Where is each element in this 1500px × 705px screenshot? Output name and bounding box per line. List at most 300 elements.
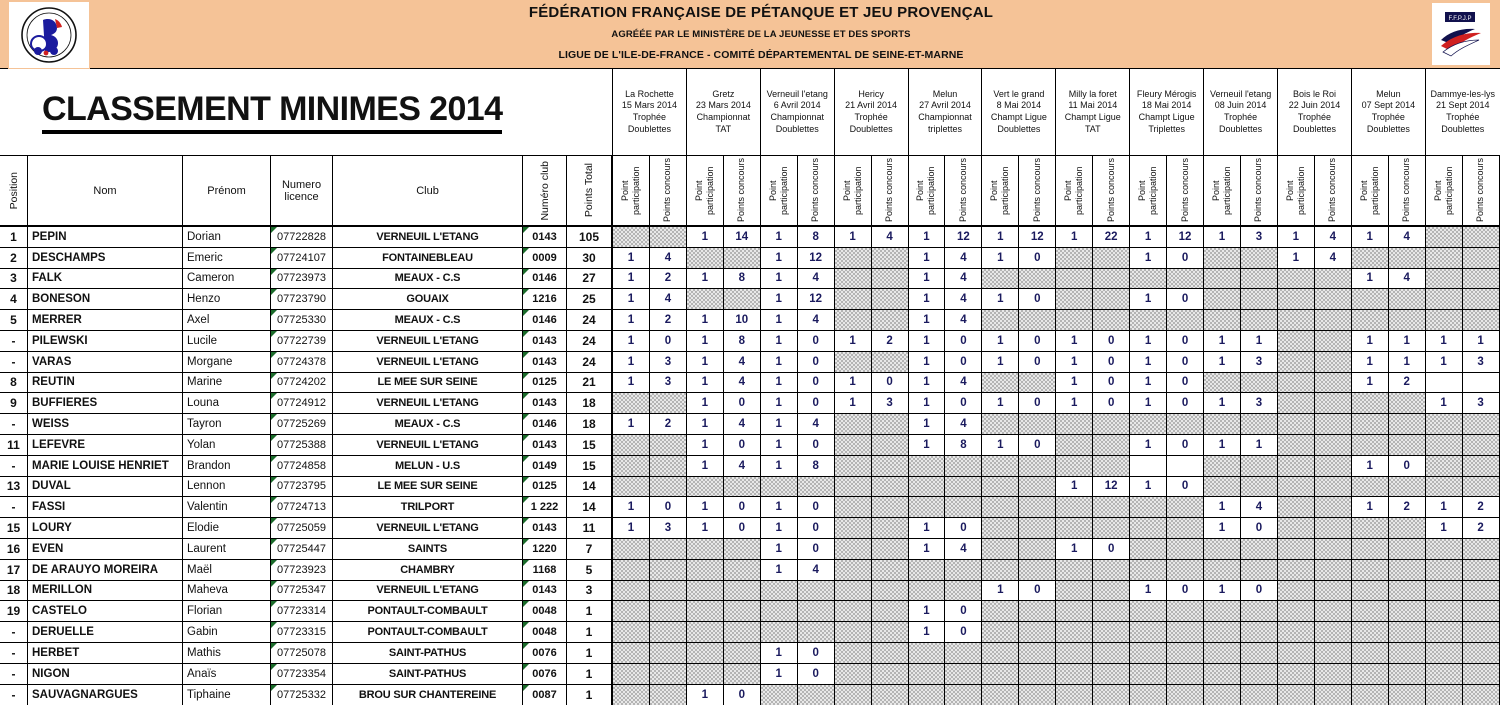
cell-club: MEAUX - C.S <box>333 414 523 434</box>
cell-points-concours-7: 22 <box>1093 227 1130 247</box>
cell-numero-licence: 07725347 <box>271 581 333 601</box>
cell-points-concours-6: 0 <box>1019 352 1056 372</box>
cell-point-participation-1: 1 <box>613 269 650 289</box>
cell-points-concours-9 <box>1241 477 1278 497</box>
table-row[interactable] <box>0 289 1500 310</box>
cell-point-participation-9 <box>1204 643 1241 663</box>
cell-points-concours-10 <box>1315 269 1352 289</box>
cell-position: 18 <box>0 581 28 601</box>
cell-point-participation-9 <box>1204 310 1241 330</box>
cell-position: 13 <box>0 477 28 497</box>
cell-points-concours-12 <box>1463 601 1500 621</box>
cell-point-participation-11: 1 <box>1352 352 1389 372</box>
cell-point-participation-1 <box>613 685 650 705</box>
cell-point-participation-3: 1 <box>761 664 798 684</box>
table-row[interactable] <box>0 581 1500 602</box>
cell-point-participation-1 <box>613 227 650 247</box>
cell-numero-club: 0143 <box>523 393 567 413</box>
competition-date: 18 Mai 2014 <box>1141 100 1192 111</box>
cell-prenom: Mathis <box>183 643 271 663</box>
cell-numero-club: 0009 <box>523 248 567 268</box>
cell-points-concours-5: 0 <box>945 518 982 538</box>
cell-point-participation-5 <box>909 643 946 663</box>
cell-points-concours-7 <box>1093 581 1130 601</box>
cell-nom: WEISS <box>28 414 183 434</box>
cell-point-participation-12: 1 <box>1426 393 1463 413</box>
cell-point-participation-1: 1 <box>613 310 650 330</box>
ministry-line: AGRÉÉE PAR LE MINISTÈRE DE LA JEUNESSE ET DES SPORTS <box>611 29 911 40</box>
competition-place: Melun <box>932 88 958 99</box>
cell-point-participation-9: 1 <box>1204 581 1241 601</box>
cell-point-participation-1 <box>613 601 650 621</box>
cell-points-concours-10 <box>1315 456 1352 476</box>
cell-point-participation-10 <box>1278 518 1315 538</box>
cell-point-participation-4 <box>835 269 872 289</box>
cell-points-concours-7: 0 <box>1093 539 1130 559</box>
col-header-points-concours-6 <box>1019 156 1056 225</box>
cell-points-concours-2 <box>724 601 761 621</box>
cell-club: SAINT-PATHUS <box>333 643 523 663</box>
cell-position: - <box>0 331 28 351</box>
cell-point-participation-7: 1 <box>1056 539 1093 559</box>
cell-points-total: 24 <box>567 352 613 372</box>
table-row[interactable] <box>0 248 1500 269</box>
cell-points-concours-6: 0 <box>1019 581 1056 601</box>
cell-point-participation-11 <box>1352 539 1389 559</box>
cell-points-concours-10 <box>1315 601 1352 621</box>
cell-points-concours-9 <box>1241 289 1278 309</box>
cell-points-concours-12 <box>1463 664 1500 684</box>
cell-points-concours-4 <box>872 581 909 601</box>
cell-points-concours-8: 0 <box>1167 289 1204 309</box>
cell-point-participation-5 <box>909 477 946 497</box>
cell-point-participation-7 <box>1056 664 1093 684</box>
cell-point-participation-9: 1 <box>1204 518 1241 538</box>
cell-points-concours-5: 0 <box>945 331 982 351</box>
cell-point-participation-5: 1 <box>909 352 946 372</box>
cell-points-concours-5: 12 <box>945 227 982 247</box>
cell-prenom: Lennon <box>183 477 271 497</box>
cell-points-concours-10 <box>1315 352 1352 372</box>
competition-type1: Trophée <box>1446 112 1480 122</box>
col-header-points-total <box>567 156 613 225</box>
cell-point-participation-3: 1 <box>761 539 798 559</box>
col-header-competition-subcells <box>613 156 1500 225</box>
cell-point-participation-12 <box>1426 622 1463 642</box>
cell-point-participation-9 <box>1204 414 1241 434</box>
page-banner <box>0 0 1500 68</box>
table-row[interactable] <box>0 539 1500 560</box>
table-row[interactable] <box>0 414 1500 435</box>
cell-points-concours-4 <box>872 518 909 538</box>
cell-numero-club: 0087 <box>523 685 567 705</box>
cell-numero-club: 0048 <box>523 622 567 642</box>
cell-position: 4 <box>0 289 28 309</box>
competition-type1: Trophée <box>1223 112 1258 122</box>
competition-type1: Champt Ligue <box>1138 112 1195 122</box>
competition-type2: Doublettes <box>997 123 1041 134</box>
cell-point-participation-4: 1 <box>835 227 872 247</box>
cell-point-participation-11 <box>1352 685 1389 705</box>
cell-numero-licence: 07725447 <box>271 539 333 559</box>
competition-type1: Championnat <box>918 112 972 122</box>
table-row[interactable] <box>0 497 1500 518</box>
cell-point-participation-5 <box>909 685 946 705</box>
cell-points-concours-12 <box>1463 435 1500 455</box>
col-header-label: Point participation <box>1432 166 1454 215</box>
cell-point-participation-1: 1 <box>613 289 650 309</box>
cell-points-concours-7 <box>1093 414 1130 434</box>
cell-points-concours-4 <box>872 643 909 663</box>
cell-points-total: 14 <box>567 497 613 517</box>
cell-point-participation-3: 1 <box>761 643 798 663</box>
cell-point-participation-12: 1 <box>1426 331 1463 351</box>
competition-header-12 <box>1426 69 1500 155</box>
table-row[interactable] <box>0 352 1500 373</box>
cell-points-concours-11 <box>1389 601 1426 621</box>
cell-points-concours-11 <box>1389 477 1426 497</box>
cell-point-participation-12 <box>1426 539 1463 559</box>
cell-points-concours-3: 12 <box>798 248 835 268</box>
cell-point-participation-6: 1 <box>982 289 1019 309</box>
cell-points-concours-10 <box>1315 393 1352 413</box>
cell-point-participation-9 <box>1204 248 1241 268</box>
cell-point-participation-6 <box>982 685 1019 705</box>
cell-points-concours-5: 0 <box>945 622 982 642</box>
cell-point-participation-11: 1 <box>1352 497 1389 517</box>
cell-points-concours-4 <box>872 414 909 434</box>
cell-position: - <box>0 414 28 434</box>
cell-numero-licence: 07722828 <box>271 227 333 247</box>
cell-points-concours-1 <box>650 664 687 684</box>
table-row[interactable] <box>0 456 1500 477</box>
cell-points-concours-9 <box>1241 685 1278 705</box>
cell-points-concours-12 <box>1463 373 1500 393</box>
cell-points-concours-6 <box>1019 664 1056 684</box>
cell-point-participation-10: 1 <box>1278 248 1315 268</box>
competition-type2: Doublettes <box>849 123 893 134</box>
cell-points-concours-11: 1 <box>1389 352 1426 372</box>
cell-point-participation-2 <box>687 289 724 309</box>
table-row[interactable] <box>0 393 1500 414</box>
cell-points-concours-10 <box>1315 581 1352 601</box>
col-header-point-participation-11 <box>1352 156 1389 225</box>
cell-nom: NIGON <box>28 664 183 684</box>
cell-points-concours-9: 0 <box>1241 581 1278 601</box>
cell-numero-licence: 07723790 <box>271 289 333 309</box>
cell-prenom: Axel <box>183 310 271 330</box>
col-header-points-concours-9 <box>1241 156 1278 225</box>
cell-points-concours-5: 0 <box>945 352 982 372</box>
cell-point-participation-2: 1 <box>687 310 724 330</box>
cell-points-concours-2 <box>724 248 761 268</box>
cell-point-participation-10: 1 <box>1278 227 1315 247</box>
cell-prenom: Florian <box>183 601 271 621</box>
cell-numero-licence: 07724858 <box>271 456 333 476</box>
cell-points-concours-5: 8 <box>945 435 982 455</box>
cell-point-participation-11 <box>1352 289 1389 309</box>
cell-points-total: 1 <box>567 622 613 642</box>
cell-points-concours-4 <box>872 289 909 309</box>
competition-place: Milly la foret <box>1068 88 1117 99</box>
cell-points-total: 27 <box>567 269 613 289</box>
cell-numero-club: 1216 <box>523 289 567 309</box>
cell-point-participation-7 <box>1056 414 1093 434</box>
cell-point-participation-2: 1 <box>687 227 724 247</box>
cell-points-concours-7 <box>1093 435 1130 455</box>
cell-points-concours-3: 4 <box>798 560 835 580</box>
cell-points-concours-12 <box>1463 310 1500 330</box>
cell-point-participation-7: 1 <box>1056 477 1093 497</box>
cell-points-concours-9 <box>1241 373 1278 393</box>
cell-points-concours-4 <box>872 435 909 455</box>
cell-point-participation-1: 1 <box>613 373 650 393</box>
col-header-label: Points concours <box>1179 158 1190 223</box>
cell-points-concours-9 <box>1241 664 1278 684</box>
cell-point-participation-2: 1 <box>687 497 724 517</box>
cell-points-concours-10 <box>1315 435 1352 455</box>
title-and-competition-header-row <box>0 68 1500 156</box>
cell-point-participation-5 <box>909 560 946 580</box>
cell-position: - <box>0 497 28 517</box>
cell-points-concours-4 <box>872 497 909 517</box>
cell-points-concours-12 <box>1463 477 1500 497</box>
cell-point-participation-7 <box>1056 310 1093 330</box>
cell-position: - <box>0 685 28 705</box>
cell-points-concours-8 <box>1167 560 1204 580</box>
table-row[interactable] <box>0 331 1500 352</box>
cell-point-participation-7 <box>1056 601 1093 621</box>
cell-nom: BUFFIERES <box>28 393 183 413</box>
competition-date: 6 Avril 2014 <box>773 100 821 111</box>
cell-points-concours-8: 0 <box>1167 477 1204 497</box>
cell-points-total: 105 <box>567 227 613 247</box>
cell-points-concours-3: 8 <box>798 456 835 476</box>
table-row[interactable] <box>0 227 1500 248</box>
col-header-position-label: Position <box>7 171 20 210</box>
cell-point-participation-8: 1 <box>1130 393 1167 413</box>
competition-date: 23 Mars 2014 <box>695 100 751 111</box>
table-row[interactable] <box>0 518 1500 539</box>
cell-numero-club: 0125 <box>523 373 567 393</box>
cell-points-concours-8: 0 <box>1167 393 1204 413</box>
cell-points-concours-12: 3 <box>1463 393 1500 413</box>
cell-points-concours-4 <box>872 560 909 580</box>
competition-type1: Championnat <box>696 112 751 122</box>
cell-point-participation-6: 1 <box>982 331 1019 351</box>
competition-place: Hericy <box>858 88 884 99</box>
cell-position: - <box>0 352 28 372</box>
table-row[interactable] <box>0 643 1500 664</box>
cell-numero-club: 0076 <box>523 664 567 684</box>
cell-points-concours-7: 0 <box>1093 373 1130 393</box>
cell-points-concours-7 <box>1093 685 1130 705</box>
cell-point-participation-3: 1 <box>761 414 798 434</box>
cell-point-participation-4: 1 <box>835 331 872 351</box>
cell-points-concours-2: 0 <box>724 685 761 705</box>
cell-points-concours-6 <box>1019 539 1056 559</box>
cell-point-participation-11 <box>1352 664 1389 684</box>
cell-points-concours-8 <box>1167 685 1204 705</box>
cell-position: 17 <box>0 560 28 580</box>
cell-point-participation-6 <box>982 477 1019 497</box>
cell-point-participation-7 <box>1056 581 1093 601</box>
table-row[interactable] <box>0 435 1500 456</box>
table-row[interactable] <box>0 373 1500 394</box>
cell-point-participation-11: 1 <box>1352 456 1389 476</box>
cell-point-participation-10 <box>1278 643 1315 663</box>
cell-point-participation-9: 1 <box>1204 435 1241 455</box>
cell-points-concours-8 <box>1167 643 1204 663</box>
cell-points-concours-2: 8 <box>724 269 761 289</box>
cell-point-participation-3: 1 <box>761 227 798 247</box>
cell-point-participation-3: 1 <box>761 518 798 538</box>
col-header-numero-licence: Numero licence <box>271 156 333 225</box>
col-header-point-participation-6 <box>982 156 1019 225</box>
col-header-points-concours-12 <box>1463 156 1500 225</box>
cell-points-concours-1: 0 <box>650 331 687 351</box>
cell-points-concours-12 <box>1463 539 1500 559</box>
cell-points-concours-4 <box>872 601 909 621</box>
cell-point-participation-6: 1 <box>982 352 1019 372</box>
cell-points-concours-7 <box>1093 622 1130 642</box>
cell-numero-licence: 07724107 <box>271 248 333 268</box>
competition-date: 8 Mai 2014 <box>996 100 1042 111</box>
cell-points-concours-7: 0 <box>1093 331 1130 351</box>
competition-place: Bois le Roi <box>1292 88 1336 99</box>
cell-points-concours-5: 4 <box>945 310 982 330</box>
cell-point-participation-3: 1 <box>761 456 798 476</box>
cell-club: GOUAIX <box>333 289 523 309</box>
cell-position: 19 <box>0 601 28 621</box>
cell-point-participation-9 <box>1204 539 1241 559</box>
cell-points-concours-2: 0 <box>724 435 761 455</box>
col-header-label: Points concours <box>662 158 673 223</box>
cell-position: 11 <box>0 435 28 455</box>
cell-prenom: Maheva <box>183 581 271 601</box>
cell-point-participation-5 <box>909 497 946 517</box>
cell-point-participation-3: 1 <box>761 310 798 330</box>
cell-points-concours-2: 0 <box>724 497 761 517</box>
col-header-label: Point participation <box>619 166 641 215</box>
cell-points-concours-9: 3 <box>1241 393 1278 413</box>
cell-points-concours-6: 0 <box>1019 435 1056 455</box>
cell-points-concours-1 <box>650 456 687 476</box>
ranking-table-body <box>0 227 1500 705</box>
cell-points-concours-2 <box>724 581 761 601</box>
page-title: CLASSEMENT MINIMES 2014 <box>42 90 502 134</box>
competition-header-7 <box>1056 69 1130 155</box>
cell-prenom: Maël <box>183 560 271 580</box>
cell-points-concours-9 <box>1241 310 1278 330</box>
cell-points-concours-6 <box>1019 414 1056 434</box>
col-header-nom: Nom <box>28 156 183 225</box>
cell-prenom: Anaïs <box>183 664 271 684</box>
cell-numero-licence: 07723923 <box>271 560 333 580</box>
cell-points-concours-12 <box>1463 643 1500 663</box>
cell-nom: BONESON <box>28 289 183 309</box>
cell-points-concours-3: 4 <box>798 310 835 330</box>
col-header-points-concours-4 <box>872 156 909 225</box>
cell-club: MELUN - U.S <box>333 456 523 476</box>
cell-prenom: Yolan <box>183 435 271 455</box>
cell-points-concours-8 <box>1167 664 1204 684</box>
cell-nom: MERRER <box>28 310 183 330</box>
cell-point-participation-9: 1 <box>1204 497 1241 517</box>
cell-points-concours-10 <box>1315 560 1352 580</box>
cell-point-participation-7: 1 <box>1056 393 1093 413</box>
table-row[interactable] <box>0 664 1500 685</box>
cell-point-participation-7 <box>1056 560 1093 580</box>
cell-club: LE MEE SUR SEINE <box>333 477 523 497</box>
cell-points-concours-12 <box>1463 581 1500 601</box>
cell-club: PONTAULT-COMBAULT <box>333 622 523 642</box>
cell-point-participation-10 <box>1278 310 1315 330</box>
cell-point-participation-8 <box>1130 518 1167 538</box>
col-header-label: Point participation <box>1284 166 1306 215</box>
cell-club: VERNEUIL L'ETANG <box>333 581 523 601</box>
title-cell <box>0 69 613 155</box>
cell-points-concours-2 <box>724 664 761 684</box>
table-row[interactable] <box>0 310 1500 331</box>
table-row[interactable] <box>0 560 1500 581</box>
cell-numero-club: 1 222 <box>523 497 567 517</box>
cell-point-participation-10 <box>1278 414 1315 434</box>
cell-point-participation-12 <box>1426 227 1463 247</box>
cell-points-concours-8: 0 <box>1167 248 1204 268</box>
cell-numero-club: 0143 <box>523 227 567 247</box>
cell-points-concours-6: 0 <box>1019 331 1056 351</box>
cell-point-participation-10 <box>1278 581 1315 601</box>
table-row[interactable] <box>0 601 1500 622</box>
cell-point-participation-10 <box>1278 539 1315 559</box>
cell-club: SAINT-PATHUS <box>333 664 523 684</box>
cell-points-concours-10 <box>1315 373 1352 393</box>
col-header-club: Club <box>333 156 523 225</box>
cell-point-participation-4 <box>835 456 872 476</box>
cell-point-participation-9 <box>1204 601 1241 621</box>
cell-position: 16 <box>0 539 28 559</box>
cell-point-participation-6 <box>982 601 1019 621</box>
table-row[interactable] <box>0 685 1500 705</box>
cell-points-total: 24 <box>567 331 613 351</box>
cell-point-participation-6: 1 <box>982 248 1019 268</box>
cell-points-concours-5: 4 <box>945 414 982 434</box>
cell-points-concours-1 <box>650 560 687 580</box>
cell-point-participation-8 <box>1130 414 1167 434</box>
cell-points-concours-5: 4 <box>945 539 982 559</box>
cell-point-participation-6 <box>982 414 1019 434</box>
col-header-numero-club-label: Numéro club <box>538 160 551 221</box>
cell-club: CHAMBRY <box>333 560 523 580</box>
cell-point-participation-2: 1 <box>687 331 724 351</box>
cell-points-total: 7 <box>567 539 613 559</box>
cell-club: BROU SUR CHANTEREINE <box>333 685 523 705</box>
table-row[interactable] <box>0 622 1500 643</box>
cell-point-participation-11: 1 <box>1352 227 1389 247</box>
table-row[interactable] <box>0 477 1500 498</box>
table-row[interactable] <box>0 269 1500 290</box>
cell-nom: MERILLON <box>28 581 183 601</box>
cell-point-participation-8: 1 <box>1130 581 1167 601</box>
cell-points-concours-1: 2 <box>650 269 687 289</box>
cell-points-concours-4 <box>872 248 909 268</box>
cell-points-concours-11 <box>1389 664 1426 684</box>
cell-points-concours-11 <box>1389 289 1426 309</box>
cell-nom: DE ARAUYO MOREIRA <box>28 560 183 580</box>
cell-points-concours-6 <box>1019 477 1056 497</box>
cell-points-concours-9 <box>1241 560 1278 580</box>
